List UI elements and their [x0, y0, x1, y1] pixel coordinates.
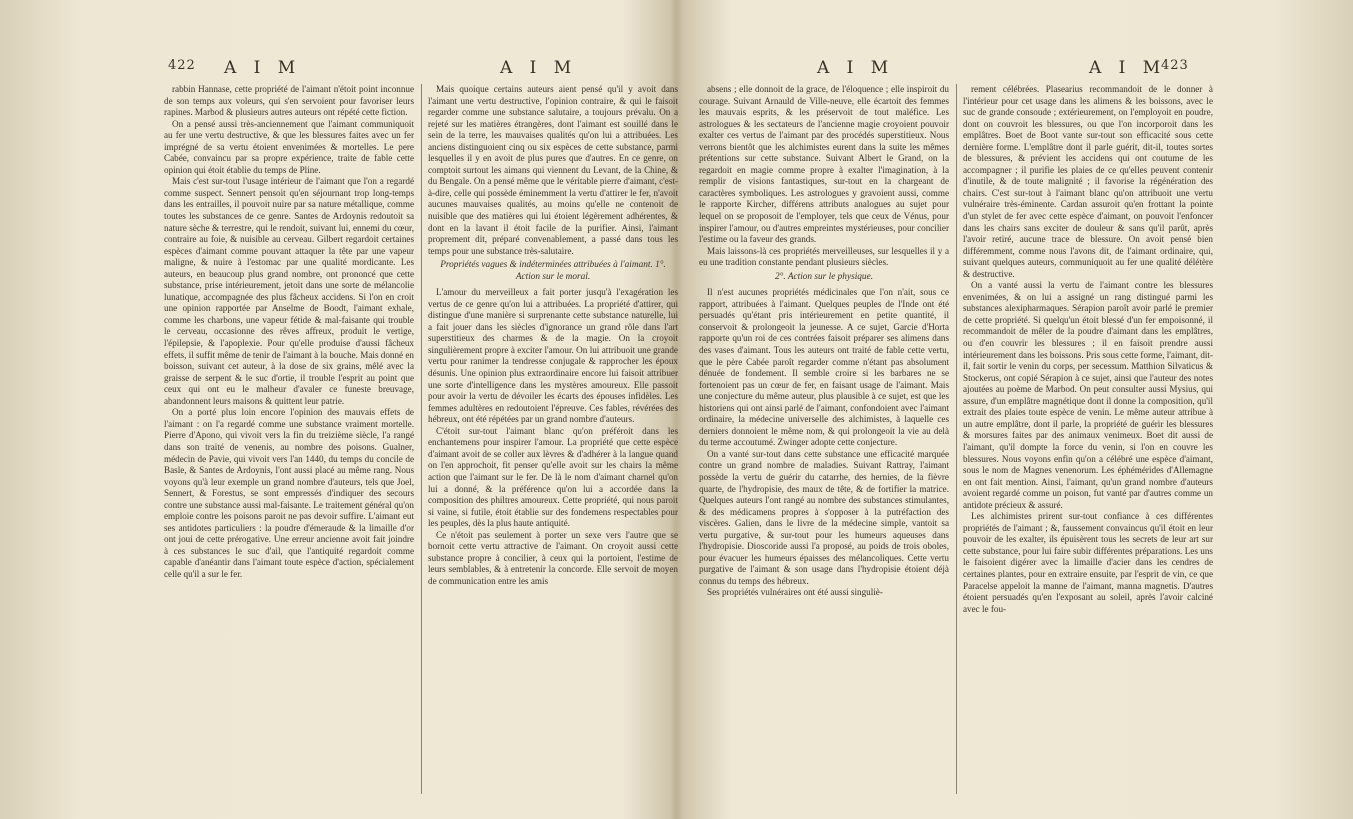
paragraph: rement célébrées. Plasearius recommandoit de le donner à l'intérieur pour cet usage dans les alimens & les boissons, avec le suc de grande consoude ; extérieurement, on l'employoit en poudre, dont on couvroit les blessures, ou que l'on incorporoit dans les emplâtres. Boet de Boot vante sur-tout son efficacité sous cette dernière forme. L'emplâtre dont il parle guérit, dit-il, toutes sortes de blessures, & prévient les accidens qui ont coutume de les accompagner ; il purifie les plaies de ce qu'elles peuvent contenir d'inutile, & de toute malignité ; il favorise la régénération des chairs. C'est sur-tout à l'aimant blanc qu'on attribuoit une vertu vulnéraire très-éminente. Cardan assuroit qu'en frottant la pointe d'un stylet de fer avec cette espèce d'aimant, on pouvoit l'enfoncer dans les chairs sans exciter de douleur & sans qu'il parût, après l'avoir retiré, aucune trace de blessure. On avoit pensé bien différemment, comme nous l'avons dit, de l'aimant ordinaire, qui, suivant quelques auteurs, communiquoit au fer une qualité délétère & destructive. [963, 84, 1213, 279]
section-heading: Propriétés vagues & indéterminées attribuées à l'aimant. 1°. Action sur le moral. [440, 260, 666, 282]
paragraph: C'étoit sur-tout l'aimant blanc qu'on préféroit dans les enchantemens pour inspirer l'amour. La propriété que cette espèce d'aimant avoit de se coller aux lèvres & d'adhérer à la langue quand on l'en approchoit, fit penser qu'elle avoit sur les chairs la même action que l'aimant sur le fer. De là le nom d'aimant charnel qu'on lui a donné, & la préférence qu'on lui a accordée dans la composition des philtres amoureux. Cette propriété, qui nous paroit si vaine, si futile, étoit établie sur des fondemens respectables pour les peuples, dès la plus haute antiquité. [428, 425, 678, 529]
paragraph: On a vanté aussi la vertu de l'aimant contre les blessures envenimées, & on lui a assigné un rang distingué parmi les substances alexipharmaques. Sérapion paroît avoir parlé le premier de cette propriété. Si quelqu'un étoit blessé d'un fer empoisonné, il recommandoit de mêler de la poudre d'aimant dans les emplâtres, ou d'en couvrir les blessures ; il en faisoit prendre aussi intérieurement dans les boissons. Pris sous cette forme, l'aimant, dit-il, fait sortir le venin du corps, per secessum. Matthion Silvaticus & Stockerus, ont copié Sérapion à ce sujet, ainsi que l'auteur des notes ajoutées au poème de Marbod. On peut consulter aussi Mysius, qui assure, d'un emplâtre magnétique dont il donne la composition, qu'il extrait des plaies toute espèce de venin. Le même auteur attribue à un autre emplâtre, dont il parle, la propriété de guérir les blessures & morsures faites par des animaux venimeux. Boet dit aussi de l'aimant, qu'il dompte la force du venin, si l'on en couvre les blessures. Nous voyons enfin qu'on a célébré une espèce d'aimant, sous le nom de Magnes venenorum. Les éphémérides d'Allemagne en ont fait mention. Ainsi, l'aimant, qu'un grand nombre d'auteurs avoient regardé comme un poison, fut vanté par d'autres comme un antidote précieux & assuré. [963, 280, 1213, 510]
paragraph: On a pensé aussi très-anciennement que l'aimant communiquoit au fer une vertu destructive, & que les blessures faites avec un fer imprégné de sa vertu étoient envenimées & mortelles. Le pere Cabée, convaincu par sa propre expérience, traite de fable cette opinion qui étoit établie du temps de Pline. [164, 118, 414, 175]
head-word: A I M [1089, 58, 1167, 78]
column-rule [421, 84, 422, 794]
left-page [0, 0, 676, 819]
paragraph: On a vanté sur-tout dans cette substance une efficacité marquée contre un grand nombre de maladies. Suivant Rattray, l'aimant possède la vertu de guérir du catarrhe, des hernies, de la fièvre quarte, de l'hydropisie, des maux de tête, & de fortifier la matrice. Quelques auteurs l'ont rangé au nombre des substances stimulantes, & des médicamens propres à s'opposer à la putréfaction des viscères. Galien, dans le livre de la médecine simple, vantoit sa vertu purgative, & sur-tout pour les humeurs aqueuses dans l'hydropisie. Dioscoride aussi l'a proposé, au poids de trois oboles, pour évacuer les humeurs épaisses des mélancoliques. Cette vertu purgative de l'aimant & son usage dans l'hydropisie étoient déjà connus du temps des hébreux. [699, 448, 949, 586]
paragraph: rabbin Hannase, cette propriété de l'aimant n'étoit point inconnue de son temps aux voleurs, qui s'en servoient pour favoriser leurs rapines. Marbod & plusieurs autres auteurs ont répété cette fiction. [164, 84, 414, 118]
paragraph: Mais c'est sur-tout l'usage intérieur de l'aimant que l'on a regardé comme suspect. Sennert pensoit qu'en séjournant trop long-temps dans les entrailles, il pouvoit nuire par sa nature métallique, comme toutes les substances de ce genre. Santes de Ardoynis redoutoit sa nature sèche & terrestre, qui le rendoit, suivant lui, ennemi du cœur, contraire au foie, & nuisible au cerveau. Gilbert regardoit certaines espèces d'aimant comme pouvant attaquer la tête par une vapeur maligne, & nuire à l'estomac par une qualité mordicante. Les auteurs, en beaucoup plus grand nombre, ont prononcé que cette substance, prise intérieurement, jetoit dans une sorte de mélancolie lunatique, accompagnée des plus fâcheux accidens. Si l'on en croit une opinion rapportée par Anselme de Boodt, l'aimant exhale, comme les charbons, une vapeur fétide & mal-faisante qui trouble le cerveau, occasionne des rêves affreux, produit le vertige, l'épilepsie, & l'apoplexie. Pour qu'elle produise d'aussi fâcheux effets, il suffit même de tenir de l'aimant à la bouche. Mais donné en boisson, suivant cet auteur, à la dose de six grains, mêlé avec la graisse de serpent & le suc d'ortie, il trouble l'esprit au point que ceux qui ont eu le malheur d'avaler ce funeste breuvage, abandonnent leurs maisons & quittent leur patrie. [164, 176, 414, 406]
text-column [428, 84, 678, 804]
text-column [963, 84, 1213, 804]
page-number: 422 [168, 58, 196, 73]
head-word: A I M [500, 58, 578, 78]
paragraph: absens ; elle donnoit de la grace, de l'éloquence ; elle inspiroit du courage. Suivant Arnauld de Ville-neuve, elle écartoit des femmes les mauvais esprits, & les préservoit de tout maléfice. Les astrologues & les sectateurs de l'ancienne magie croyoient pouvoir exalter ces vertus de l'aimant par des procédés superstitieux. Nous verrons bientôt que les alchimistes eurent dans la suite les mêmes prétentions sur cette substance. Suivant Albert le Grand, on la regardoit en magie comme propre à exalter l'imagination, à la remplir de visions fantastiques, sur-tout en la chargeant de caractères symboliques. Les astrologues y gravoient aussi, comme le rapporte Kircher, différens attributs analogues au sujet pour lequel on se proposoit de l'employer, tels que ceux de Vénus, pour inspirer l'amour, ou d'autres empreintes mystérieuses, pour concilier l'estime ou la faveur des grands. [699, 84, 949, 245]
head-word: A I M [817, 58, 895, 78]
paragraph: Ses propriétés vulnéraires ont été aussi singuliè- [707, 587, 883, 598]
paragraph: L'amour du merveilleux a fait porter jusqu'à l'exagération les vertus de ce genre qu'on lui a attribuées. La propriété d'attirer, qui distingue d'une manière si surprenante cette substance naturelle, lui a fait jouer dans les siècles d'ignorance un grand rôle dans l'art superstitieux des charmes & de la magie. On la croyoit singulièrement propre à exciter l'amour. On lui attribuoit une grande vertu pour ranimer la tendresse conjugale & rapprocher les époux désunis. Une opinion plus extraordinaire encore lui faisoit attribuer une sorte d'intelligence dans les mystères amoureux. Elle passoit pour avoir la vertu de dévoiler les écarts des épouses infidèles. Les femmes adultères en redoutoient l'épreuve. Ces fables, révérées des hébreux, ont été répétées par un grand nombre d'auteurs. [428, 287, 678, 425]
paragraph: Ce n'étoit pas seulement à porter un sexe vers l'autre que se bornoit cette vertu attractive de l'aimant. On croyoit aussi cette substance propre à concilier, à ceux qui la portoient, l'estime de leurs semblables, & à entretenir la concorde. Elle servoit de moyen de communication entre les amis [428, 529, 678, 586]
paragraph: Il n'est aucunes propriétés médicinales que l'on n'ait, sous ce rapport, attribuées à l'aimant. Quelques peuples de l'Inde ont été persuadés qu'étant pris intérieurement en petite quantité, il conservoit & prolongeoit la jeunesse. A ce sujet, Garcie d'Horta rapporte qu'un roi de ces contrées faisoit préparer ses alimens dans des vases d'aimant. Tous les auteurs ont traité de fable cette vertu, que le père Cabée paroît regarder comme n'étant pas absolument dénuée de fondement. Il semble croire si les barbares ne se fortenoient pas un cœur de fer, en faisant usage de l'aimant. Mais une conjecture du même auteur, plus plausible à ce sujet, est que les historiens qui ont ainsi parlé de l'aimant, confondoient avec l'aimant ordinaire, la médecine universelle des alchimistes, à laquelle ces derniers donnoient le même nom, & qui prolongeoit la vie au delà du terme accoutumé. Zwinger adopte cette conjecture. [699, 287, 949, 448]
paragraph: Les alchimistes prirent sur-tout confiance à ces différentes propriétés de l'aimant ; &, faussement convaincus qu'il étoit en leur pouvoir de les exalter, ils épuisèrent tous les secrets de leur art sur cette substance, pour lui faire subir différentes préparations. Les uns le faisoient digérer avec la limaille d'acier dans les cendres de certaines plantes, pour en extraire ensuite, par l'esprit de vin, ce que Paracelse appeloit la manne de l'aimant, manna magnetis. D'autres étoient persuadés qu'en l'exposant au soleil, après l'avoir calciné avec le fou- [963, 511, 1213, 614]
paragraph: Mais quoique certains auteurs aient pensé qu'il y avoit dans l'aimant une vertu destructive, l'opinion contraire, & qui le faisoit regarder comme une substance salutaire, a toujours prévalu. On a rejeté sur les matières étrangères, dont l'aimant est souillé dans le sein de la terre, les mauvaises qualités qu'on lui a attribuées. Les anciens distinguoient cinq ou six espèces de cette substance, parmi lesquelles il y en avoit de plus pures que d'autres. En ce genre, on comptoit surtout les aimans qui viennent du Levant, de la Chine, & du Bengale. On a pensé même que le véritable pierre d'aimant, c'est-à-dire, celle qui possède éminemment la vertu d'attirer le fer, n'avoit aucunes mauvaises qualités, au moins qu'elle ne contenoit de nuisible que des matières qui lui étoient légèrement adhérentes, & dont en la lavant il étoit facile de la purifier. Ainsi, l'aimant proprement dit, préparé convenablement, a passé dans tous les temps pour une substance très-salutaire. [428, 84, 678, 256]
head-word: A I M [224, 58, 302, 78]
paragraph: On a porté plus loin encore l'opinion des mauvais effets de l'aimant : on l'a regardé comme une substance vraiment mortelle. Pierre d'Apono, qui vivoit vers la fin du treizième siècle, l'a rangé dans son traité de venenis, au nombre des poisons. Gualner, médecin de Pavie, qui vivoit vers l'an 1440, du temps du concile de Basle, & Santes de Ardoynis, l'ont aussi placé au même rang. Nous voyons qu'à leur exemple un grand nombre d'auteurs, tels que Joel, Sennert, & Forestus, se sont empressés d'indiquer des secours contre une substance aussi mal-faisante. Le traitement général qu'on emploie contre les poisons paroit ne pas devoir suffire. L'aimant eut ses antidotes particuliers : la poudre d'émeraude & la limaille d'or ont joui de cette prérogative. Une erreur ancienne avoit fait joindre à ces substances le suc d'ail, que l'antiquité regardoit comme capable d'anéantir dans l'aimant toute espèce d'action, spécialement celle qu'il a sur le fer. [164, 407, 414, 579]
text-column [699, 84, 949, 804]
running-head [0, 58, 676, 82]
section-heading: 2°. Action sur le physique. [774, 271, 874, 282]
text-column [164, 84, 414, 804]
paragraph: Mais laissons-là ces propriétés merveilleuses, sur lesquelles il y a eu une tradition constante pendant plusieurs siècles. [699, 245, 949, 268]
column-rule [956, 84, 957, 794]
page-number: 423 [1161, 58, 1189, 73]
right-page [677, 0, 1353, 819]
running-head [677, 58, 1353, 82]
